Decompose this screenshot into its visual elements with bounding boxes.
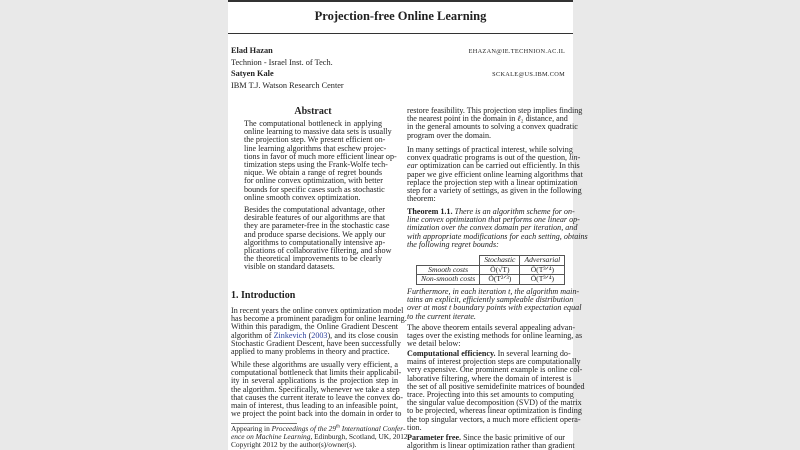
text-segment: nique. We obtain a range of regret bounds — [244, 168, 382, 178]
text-line — [244, 194, 382, 202]
text-segment: Stochastic Gradient Descent, have been successfully — [231, 338, 401, 348]
text-segment: tages over the existing methods for online learning, as — [407, 331, 583, 341]
text-segment: Theorem 1.1. — [407, 207, 453, 216]
author-email: EHAZAN@IE.TECHNION.AC.IL — [468, 48, 565, 55]
text-segment: algorithm is linear optimization rather than gradient — [407, 441, 575, 450]
text-segment: While these algorithms are usually very efficient, a — [231, 360, 398, 369]
text-segment: very expensive. One prominent example is online col- — [407, 365, 583, 375]
text-segment: Within this paradigm, the Online Gradient Descent — [231, 322, 398, 332]
text-line — [407, 340, 565, 348]
text-segment: step for a variety of settings, as given in the following — [407, 185, 582, 195]
text-segment: online learning to massive data sets is usually — [244, 127, 392, 137]
column-header: Adversarial — [520, 256, 565, 266]
text-segment: over at most t boundary points with expectation equal — [407, 303, 582, 313]
text-line — [407, 195, 565, 203]
table-cell: Õ(T³ᐟ⁴) — [520, 265, 565, 275]
text-segment: tains an explicit, efficiently sampleable distribution — [407, 295, 574, 305]
text-segment: that causes the current iterate to leave the convex do- — [231, 392, 403, 402]
text-segment: to be projected, whereas linear optimization is finding — [407, 406, 582, 416]
text-segment: Besides the computational advantage, other — [244, 205, 385, 214]
table-cell: Õ(T³ᐟ⁴) — [520, 275, 565, 285]
author-name: Satyen Kale — [231, 69, 274, 78]
text-segment: the nearest point in the domain in — [407, 114, 518, 124]
theorem — [407, 207, 588, 249]
text-segment: , Edinburgh, Scotland, UK, 2012. — [310, 432, 410, 442]
text-segment: Appearing in — [231, 424, 272, 433]
text-segment: the projection step. We present efficient on- — [244, 135, 386, 145]
text-line — [407, 424, 565, 432]
text-line — [407, 241, 565, 249]
title-rule — [228, 33, 573, 34]
citation-link[interactable]: Zinkevich — [273, 330, 307, 340]
row-label: Non-smooth costs — [417, 275, 480, 285]
text-segment: program over the domain. — [407, 130, 492, 140]
text-segment: applied to many problems in theory and practice. — [231, 346, 390, 356]
text-segment: desirable features of our algorithms are that — [244, 213, 386, 223]
abstract-paragraph — [244, 205, 392, 272]
text-segment: ear — [407, 161, 418, 171]
body-paragraph — [407, 145, 583, 204]
text-line — [407, 132, 565, 140]
text-segment: Parameter free. — [407, 433, 462, 442]
text-line — [244, 263, 382, 271]
text-segment: plications of collaborative filtering, and show — [244, 245, 392, 255]
regret-table — [416, 255, 565, 285]
citation-link[interactable]: 2003 — [311, 330, 328, 340]
text-segment: mains of interest projection steps are computationally — [407, 357, 581, 367]
text-segment: convex quadratic programs is out of the question, — [407, 153, 570, 163]
abstract-paragraph — [244, 119, 397, 202]
text-segment: lin- — [569, 153, 581, 163]
text-segment: in the general amounts to solving a convex quadratic — [407, 122, 578, 132]
body-paragraph — [231, 360, 403, 419]
text-segment: with appropriate modifications for each setting, obtains — [407, 231, 588, 241]
text-segment: ence on Machine Learning — [231, 432, 311, 442]
text-segment: trace. Projecting into this set amounts to computing — [407, 389, 574, 399]
text-line — [231, 409, 402, 419]
text-segment: for online convex optimization, with better — [244, 176, 383, 186]
text-segment: and produce sparse decisions. We apply our — [244, 229, 386, 239]
text-segment: line convex optimization that performs one linear op- — [407, 215, 580, 225]
abstract-heading: Abstract — [294, 106, 332, 117]
text-segment: they are parameter-free in the stochastic case — [244, 221, 390, 231]
text-segment: visible on standard datasets. — [244, 262, 335, 272]
text-segment: ℓ — [517, 114, 521, 124]
text-segment: we project the point back into the domain in order to — [231, 409, 402, 419]
paper-page — [228, 0, 588, 450]
text-segment: optimization can be carried out efficiently. In this — [417, 161, 580, 171]
text-segment: ( — [306, 330, 312, 340]
text-segment: the set of all positive semidefinite matrices of bounded — [407, 381, 585, 391]
text-segment: the singular value decomposition (SVD) of the matrix — [407, 398, 582, 408]
text-segment: computational bottleneck that limits their applicabil- — [231, 368, 402, 378]
text-line — [407, 441, 575, 450]
top-rule — [228, 0, 573, 2]
row-label: Smooth costs — [417, 265, 480, 275]
text-segment: paper we give efficient online learning algorithms that — [407, 169, 583, 179]
text-segment: restore feasibility. This projection step implies finding — [407, 106, 583, 115]
body-paragraph — [407, 323, 583, 349]
author-name: Elad Hazan — [231, 46, 273, 55]
text-line — [407, 313, 565, 321]
paper-title: Projection-free Online Learning — [314, 9, 487, 23]
text-segment: Since the basic primitive of our — [461, 433, 566, 442]
body-paragraph — [407, 349, 585, 432]
table-cell: Õ(√T) — [480, 265, 520, 275]
theorem-continuation — [407, 287, 582, 321]
text-line — [231, 441, 398, 449]
footnote — [231, 424, 410, 450]
text-line — [231, 348, 398, 356]
text-segment: The above theorem entails several appealing advan- — [407, 323, 576, 332]
text-segment: has become a prominent paradigm for online learning. — [231, 314, 407, 324]
text-segment: There is an algorithm scheme for on- — [452, 207, 575, 216]
body-paragraph — [231, 306, 407, 356]
text-segment: the top singular vectors, a much more efficient opera- — [407, 414, 581, 424]
text-segment: ity in several applications is the projection step in — [231, 376, 398, 386]
text-segment: In many settings of practical interest, while solving — [407, 145, 573, 154]
text-segment: online smooth convex optimization. — [244, 192, 361, 202]
text-segment: the algorithm. Specifically, whenever we take a step — [231, 384, 400, 394]
section-heading: 1. Introduction — [231, 290, 296, 301]
text-segment: the theoretical improvements to be clearly — [244, 254, 382, 264]
text-segment: The computational bottleneck in applying — [244, 119, 382, 128]
text-segment: tion. — [407, 422, 422, 432]
column-header: Stochastic — [480, 256, 520, 266]
text-line — [407, 414, 581, 424]
text-segment: tions in favor of much more efficient linear op- — [244, 151, 397, 161]
text-segment: bounds for specific cases such as stochastic — [244, 184, 385, 194]
body-paragraph — [407, 106, 583, 140]
text-segment: the following regret bounds: — [407, 239, 499, 249]
text-segment: theorem: — [407, 194, 436, 204]
text-segment: ), and its close cousin — [327, 330, 398, 340]
text-segment: to the current iterate. — [407, 311, 476, 321]
author-affiliation: Technion - Israel Inst. of Tech. — [231, 58, 333, 67]
text-segment: Computational efficiency. — [407, 349, 496, 358]
text-segment: we detail below: — [407, 339, 461, 349]
text-segment: In recent years the online convex optimization model — [231, 306, 404, 315]
text-segment: algorithms to computationally intensive ap- — [244, 237, 386, 247]
table-cell: Õ(T²ᐟ³) — [480, 275, 520, 285]
text-segment: line learning algorithms that eschew projec- — [244, 143, 387, 153]
text-segment: Furthermore, in each iteration t, the algorithm main- — [407, 287, 580, 296]
text-segment: replace the projection step with a linear optimization — [407, 177, 578, 187]
text-segment: th — [336, 424, 340, 430]
text-segment: Copyright 2012 by the author(s)/owner(s). — [231, 440, 357, 450]
author-email: SCKALE@US.IBM.COM — [492, 71, 565, 78]
body-paragraph — [407, 433, 575, 450]
text-segment: algorithm of — [231, 330, 274, 340]
text-segment: International Confer- — [339, 424, 406, 433]
text-segment: In several learning do- — [495, 349, 571, 358]
text-segment: main of interest, thus leading to an infeasible point, — [231, 400, 398, 410]
text-segment: timization over the convex domain per iteration, and — [407, 223, 578, 233]
author-affiliation: IBM T.J. Watson Research Center — [231, 81, 344, 90]
text-segment: laborative filtering, where the domain of interest is — [407, 373, 572, 383]
text-segment: ₂ distance, and — [520, 114, 568, 124]
text-segment: timization steps using the Frank-Wolfe tech- — [244, 159, 388, 169]
text-segment: Proceedings of the 29 — [271, 424, 337, 433]
